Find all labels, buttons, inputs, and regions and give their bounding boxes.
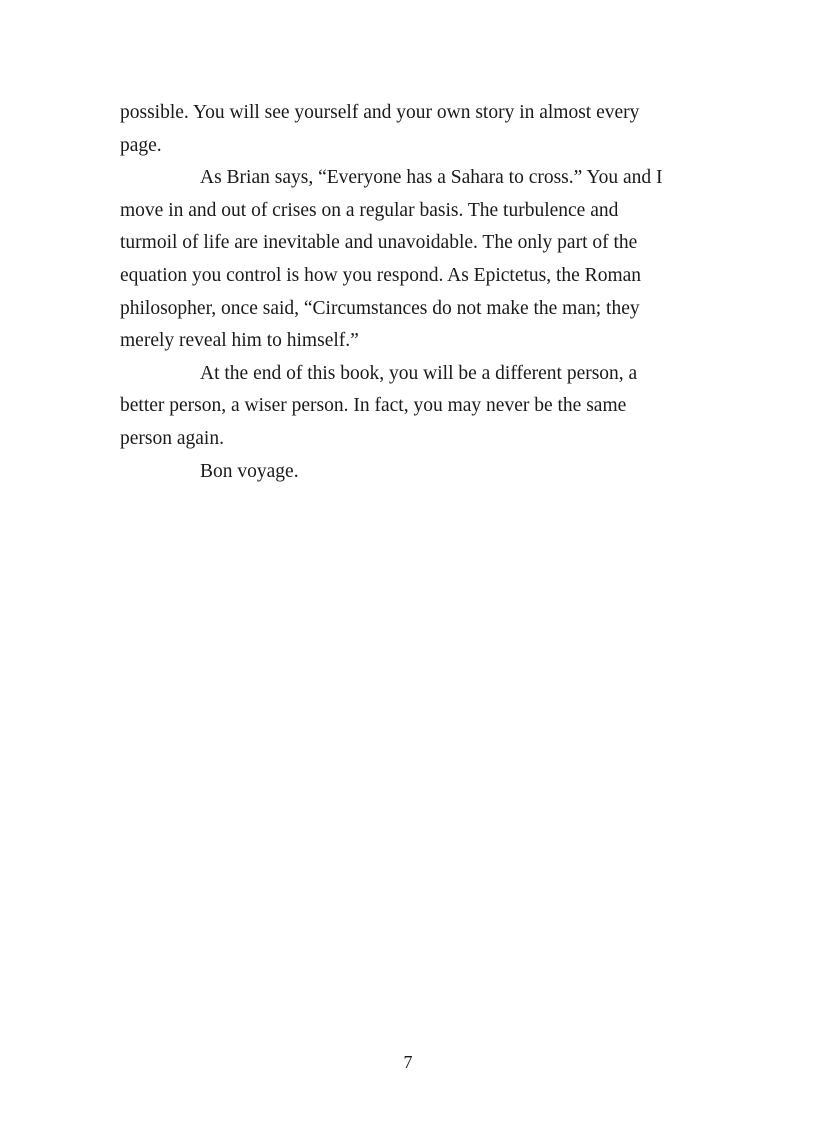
text-line: At the end of this book, you will be a different person, a <box>200 362 638 384</box>
paragraph <box>120 456 700 489</box>
text-line: person again. <box>120 427 224 449</box>
page-number: 7 <box>403 1052 413 1072</box>
text-line: merely reveal him to himself.” <box>120 330 359 352</box>
text-line: As Brian says, “Everyone has a Sahara to cross.” You and I <box>200 167 663 189</box>
text-line: possible. You will see yourself and your own story in almost every <box>120 102 640 123</box>
text-line: philosopher, once said, “Circumstances do not make the man; they <box>120 297 640 319</box>
paragraph <box>120 358 700 456</box>
body-text <box>120 97 700 488</box>
text-line: move in and out of crises on a regular basis. The turbulence and <box>120 199 619 221</box>
text-line: turmoil of life are inevitable and unavoidable. The only part of the <box>120 232 638 254</box>
text-line: page. <box>120 134 162 156</box>
text-line: Bon voyage. <box>200 460 299 482</box>
paragraph <box>120 162 700 358</box>
paragraph <box>120 97 700 162</box>
text-line: equation you control is how you respond. As Epictetus, the Roman <box>120 264 642 286</box>
text-line: better person, a wiser person. In fact, you may never be the same <box>120 395 627 417</box>
